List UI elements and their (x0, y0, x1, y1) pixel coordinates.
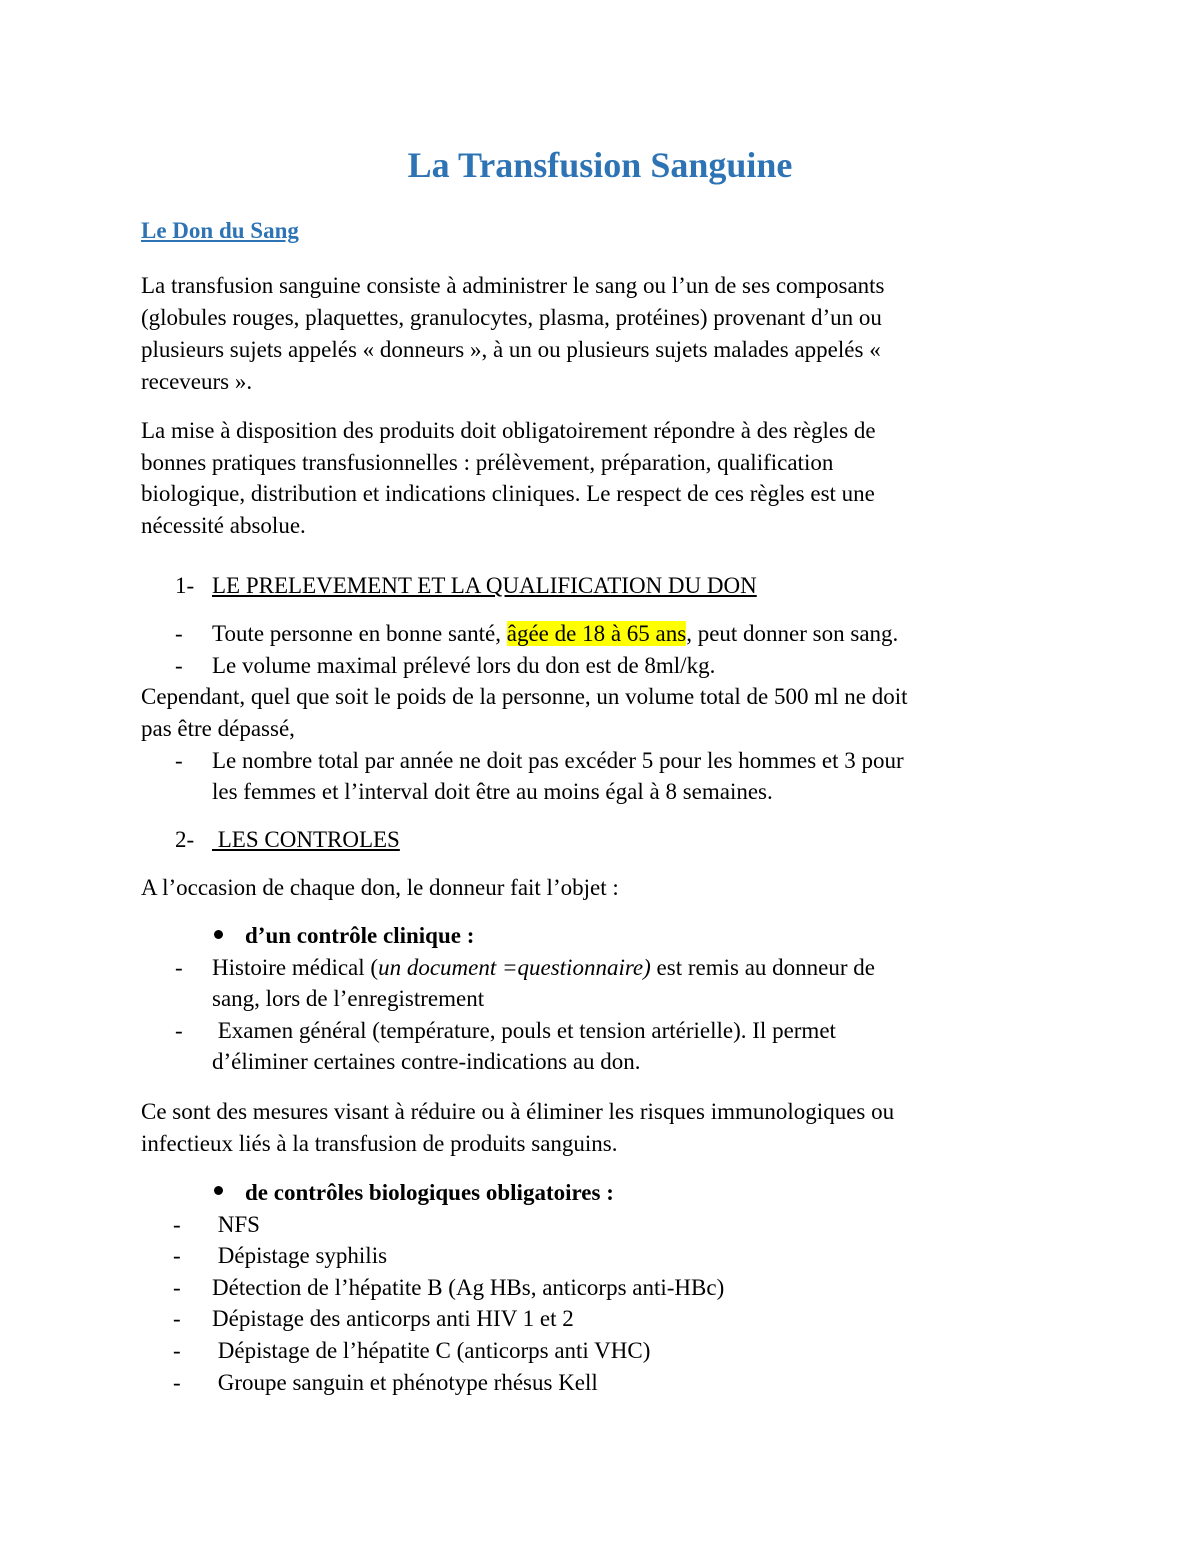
list-item: Examen général (température, pouls et tension artérielle). Il permet (212, 1018, 836, 1043)
list-item: Histoire médical (un document =questionnaire) est remis au donneur de (212, 955, 875, 980)
list-item: Dépistage des anticorps anti HIV 1 et 2 (212, 1306, 574, 1331)
para2-line-4: nécessité absolue. (141, 513, 306, 538)
document-title: La Transfusion Sanguine (407, 145, 793, 185)
note-line-2: pas être dépassé, (141, 716, 295, 741)
list-dash: - (173, 1275, 181, 1300)
clinical-heading: d’un contrôle clinique : (245, 923, 475, 948)
list-dash: - (173, 1370, 181, 1395)
list-dash: - (175, 955, 183, 980)
section-2-title: LES CONTROLES (212, 827, 400, 852)
para2-line-3: biologique, distribution et indications cliniques. Le respect de ces règles est une (141, 481, 875, 506)
bio-heading: de contrôles biologiques obligatoires : (245, 1180, 614, 1205)
list-item: NFS (212, 1212, 260, 1237)
para1-line-3: plusieurs sujets appelés « donneurs », à un ou plusieurs sujets malades appelés « (141, 337, 881, 362)
para2-line-2: bonnes pratiques transfusionnelles : prélèvement, préparation, qualification (141, 450, 834, 475)
bullet-icon (214, 1186, 223, 1195)
list-item: Dépistage de l’hépatite C (anticorps anti VHC) (212, 1338, 651, 1363)
para2-line-1: La mise à disposition des produits doit obligatoirement répondre à des règles de (141, 418, 876, 443)
list-item-continuation: les femmes et l’interval doit être au moins égal à 8 semaines. (212, 779, 773, 804)
list-dash: - (175, 653, 183, 678)
para1-line-1: La transfusion sanguine consiste à administrer le sang ou l’un de ses composants (141, 273, 885, 298)
measures-line-2: infectieux liés à la transfusion de produits sanguins. (141, 1131, 618, 1156)
list-dash: - (173, 1306, 181, 1331)
list-item-continuation: sang, lors de l’enregistrement (212, 986, 485, 1011)
measures-line-1: Ce sont des mesures visant à réduire ou à éliminer les risques immunologiques ou (141, 1099, 895, 1124)
list-dash: - (173, 1243, 181, 1268)
list-item: Détection de l’hépatite B (Ag HBs, anticorps anti-HBc) (212, 1275, 725, 1300)
section-1-title: LE PRELEVEMENT ET LA QUALIFICATION DU DON (212, 573, 757, 598)
list-item: Dépistage syphilis (212, 1243, 388, 1268)
list-item: Le volume maximal prélevé lors du don est de 8ml/kg. (212, 653, 716, 678)
section-subtitle: Le Don du Sang (141, 218, 299, 243)
para1-line-4: receveurs ». (141, 369, 253, 394)
list-item: Groupe sanguin et phénotype rhésus Kell (212, 1370, 598, 1395)
para1-line-2: (globules rouges, plaquettes, granulocytes, plasma, protéines) provenant d’un ou (141, 305, 882, 330)
highlighted-text: âgée de 18 à 65 ans (506, 621, 687, 646)
list-item: Le nombre total par année ne doit pas excéder 5 pour les hommes et 3 pour (212, 748, 904, 773)
note-line-1: Cependant, quel que soit le poids de la personne, un volume total de 500 ml ne doit (141, 684, 908, 709)
bullet-icon (214, 930, 223, 939)
list-dash: - (173, 1212, 181, 1237)
list-item-continuation: d’éliminer certaines contre-indications au don. (212, 1049, 641, 1074)
list-item: Toute personne en bonne santé, âgée de 18 à 65 ans, peut donner son sang. (212, 621, 899, 646)
italic-text: un document =questionnaire) (378, 955, 651, 980)
section-1-number: 1- (175, 573, 195, 598)
section-2-intro: A l’occasion de chaque don, le donneur fait l’objet : (141, 875, 619, 900)
list-dash: - (173, 1338, 181, 1363)
list-dash: - (175, 1018, 183, 1043)
list-dash: - (175, 748, 183, 773)
section-2-number: 2- (175, 827, 195, 852)
list-dash: - (175, 621, 183, 646)
